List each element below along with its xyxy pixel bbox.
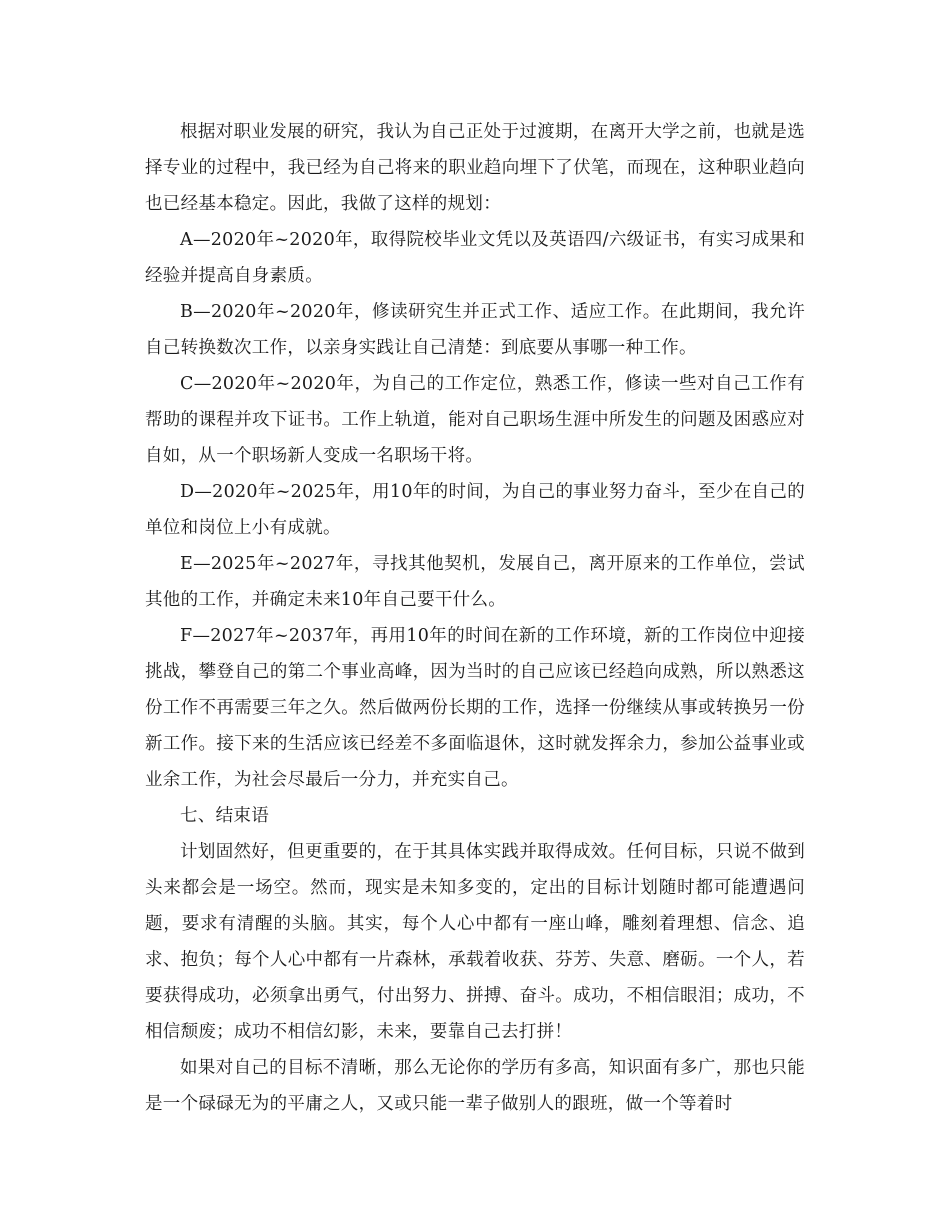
paragraph-plan-d: D—2020年~2025年，用10年的时间，为自己的事业努力奋斗，至少在自己的单位和岗位上小有成就。 [145,482,805,538]
paragraph-intro: 根据对职业发展的研究，我认为自己正处于过渡期，在离开大学之前，也就是选择专业的过程中，我已经为自己将来的职业趋向埋下了伏笔，而现在，这种职业趋向也已经基本稳定。因此，我做了这样的规划： [145,122,805,214]
paragraph-plan-b: B—2020年~2020年，修读研究生并正式工作、适应工作。在此期间，我允许自己转换数次工作，以亲身实践让自己清楚：到底要从事哪一种工作。 [145,302,805,358]
paragraph-plan-f: F—2027年~2037年，再用10年的时间在新的工作环境，新的工作岗位中迎接挑战，攀登自己的第二个事业高峰，因为当时的自己应该已经趋向成熟，所以熟悉这份工作不再需要三年之久。然后做两份长期的工作，选择一份继续从事或转换另一份新工作。接下来的生活应该已经差不多面临退休，这时就发挥余力，参加公益事业或业余工作，为社会尽最后一分力，并充实自己。 [145,626,805,790]
paragraph-goals: 如果对自己的目标不清晰，那么无论你的学历有多高，知识面有多广，那也只能是一个碌碌无为的平庸之人，又或只能一辈子做别人的跟班，做一个等着时 [145,1058,805,1114]
section-heading: 七、结束语 [180,806,269,826]
document-body [145,114,805,1122]
paragraph-plan-a: A—2020年~2020年，取得院校毕业文凭以及英语四/六级证书，有实习成果和经验并提高自身素质。 [145,230,805,286]
paragraph-plan-e: E—2025年~2027年，寻找其他契机，发展自己，离开原来的工作单位，尝试其他的工作，并确定未来10年自己要干什么。 [145,554,805,610]
paragraph-conclusion: 计划固然好，但更重要的，在于其具体实践并取得成效。任何目标，只说不做到头来都会是一场空。然而，现实是未知多变的，定出的目标计划随时都可能遭遇问题，要求有清醒的头脑。其实，每个人心中都有一座山峰，雕刻着理想、信念、追求、抱负；每个人心中都有一片森林，承载着收获、芬芳、失意、磨砺。一个人，若要获得成功，必须拿出勇气，付出努力、拼搏、奋斗。成功，不相信眼泪；成功，不相信颓废；成功不相信幻影，未来，要靠自己去打拼！ [145,842,805,1042]
paragraph-plan-c: C—2020年~2020年，为自己的工作定位，熟悉工作，修读一些对自己工作有帮助的课程并攻下证书。工作上轨道，能对自己职场生涯中所发生的问题及困惑应对自如，从一个职场新人变成一名职场干将。 [145,374,805,466]
